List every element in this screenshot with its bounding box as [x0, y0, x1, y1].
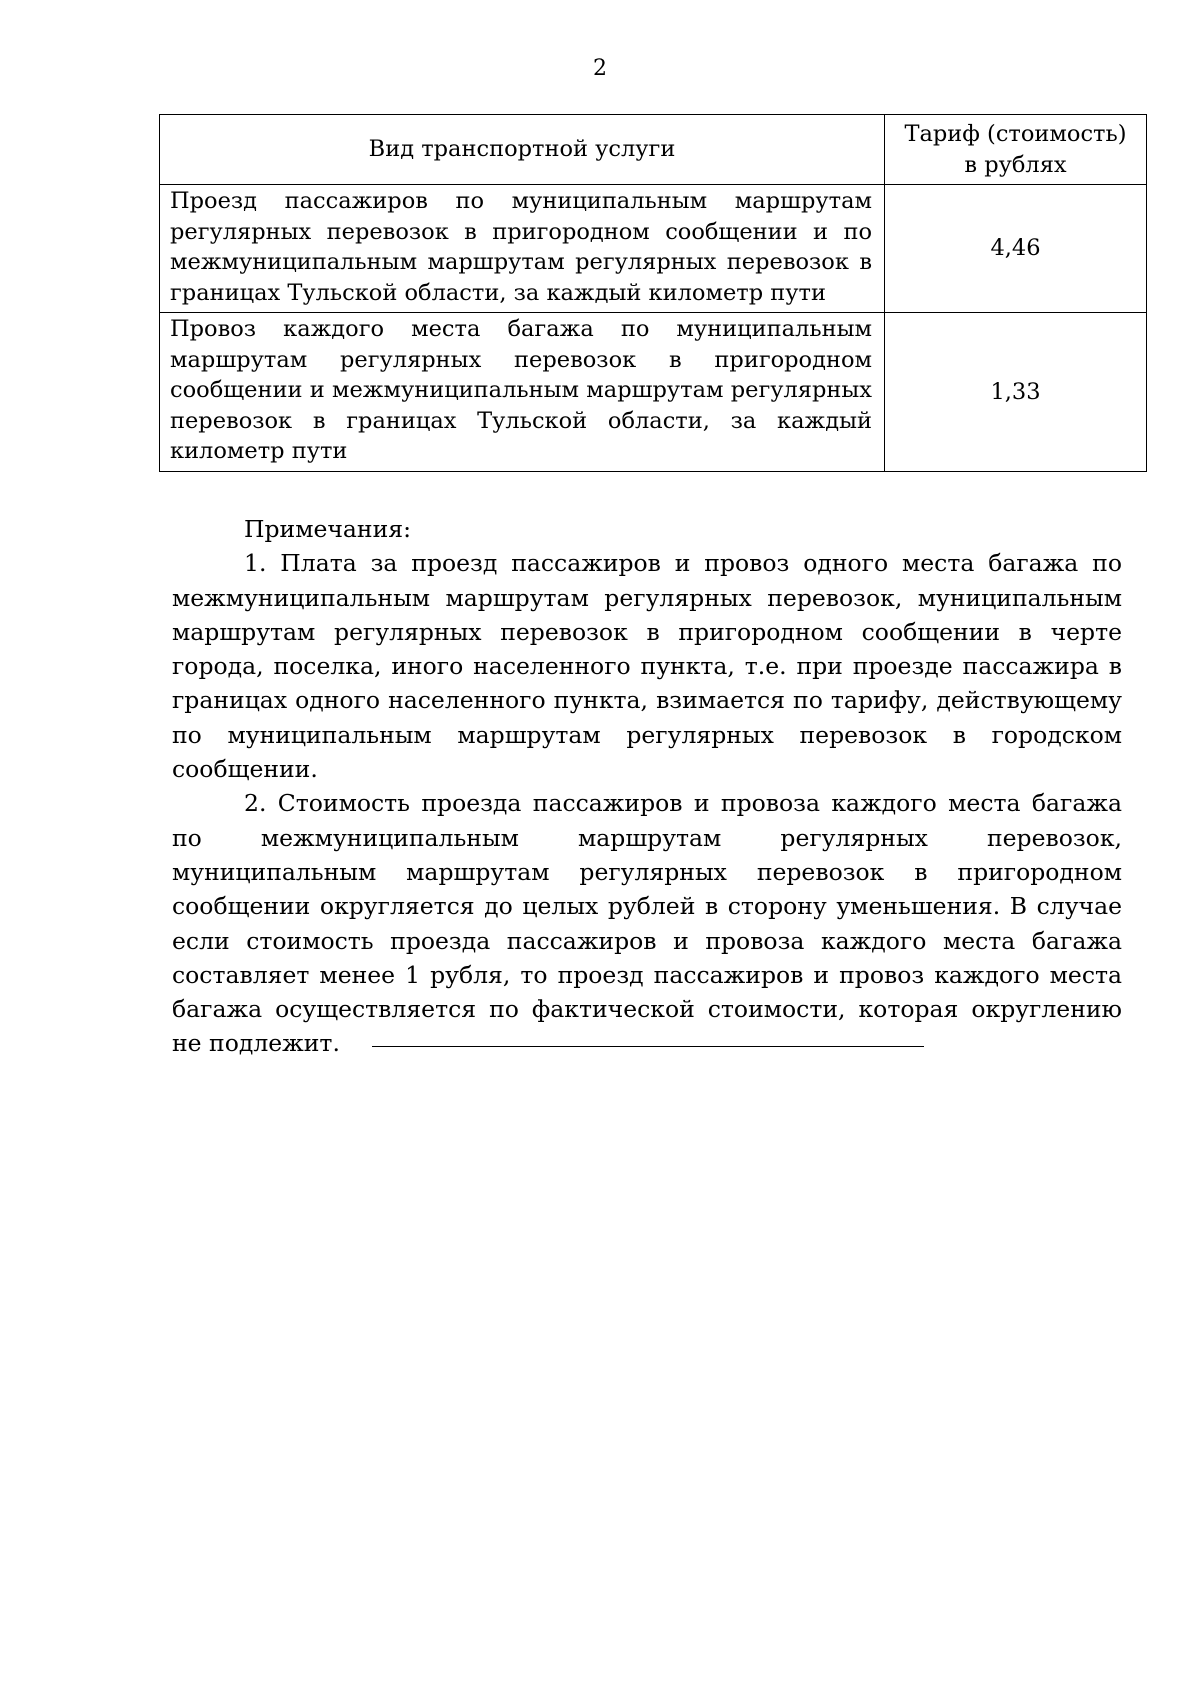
- notes-title: Примечания:: [244, 515, 412, 543]
- notes-section: [172, 512, 1122, 1061]
- header-tariff-line2: в рублях: [964, 151, 1067, 178]
- tariff-value: 4,46: [885, 185, 1147, 313]
- end-divider: [372, 1046, 924, 1047]
- table-header-row: [160, 115, 1147, 185]
- header-tariff-line1: Тариф (стоимость): [904, 121, 1127, 147]
- tariff-value: 1,33: [885, 313, 1147, 472]
- table-row: [160, 313, 1147, 472]
- tariff-table: [159, 114, 1147, 472]
- page-number: 2: [593, 56, 607, 81]
- service-description: Проезд пассажиров по муниципальным маршрутам регулярных перевозок в пригородном сообщении и по межмуниципальным маршрутам регулярных перевозок в границах Тульской области, за каждый километр пути: [160, 185, 885, 313]
- table-row: [160, 185, 1147, 313]
- header-service-type: Вид транспортной услуги: [160, 115, 885, 185]
- service-description: Провоз каждого места багажа по муниципальным маршрутам регулярных перевозок в пригородном сообщении и межмуниципальным маршрутам регулярных перевозок в границах Тульской области, за каждый километр пути: [160, 313, 885, 472]
- note-item: 1. Плата за проезд пассажиров и провоз одного места багажа по межмуниципальным маршрутам регулярных перевозок, муниципальным маршрутам регулярных перевозок в пригородном сообщении в черте города, поселка, иного населенного пункта, т.е. при проезде пассажира в границах одного населенного пункта, взимается по тарифу, действующему по муниципальным маршрутам регулярных перевозок в городском сообщении.: [172, 549, 1122, 784]
- header-tariff: [885, 115, 1147, 185]
- note-item: 2. Стоимость проезда пассажиров и провоза каждого места багажа по межмуниципальным маршрутам регулярных перевозок, муниципальным маршрутам регулярных перевозок в пригородном сообщении округляется до целых рублей в сторону уменьшения. В случае если стоимость проезда пассажиров и провоза каждого места багажа составляет менее 1 рубля, то проезд пассажиров и провоз каждого места багажа осуществляется по фактической стоимости, которая округлению не подлежит.: [172, 789, 1122, 1058]
